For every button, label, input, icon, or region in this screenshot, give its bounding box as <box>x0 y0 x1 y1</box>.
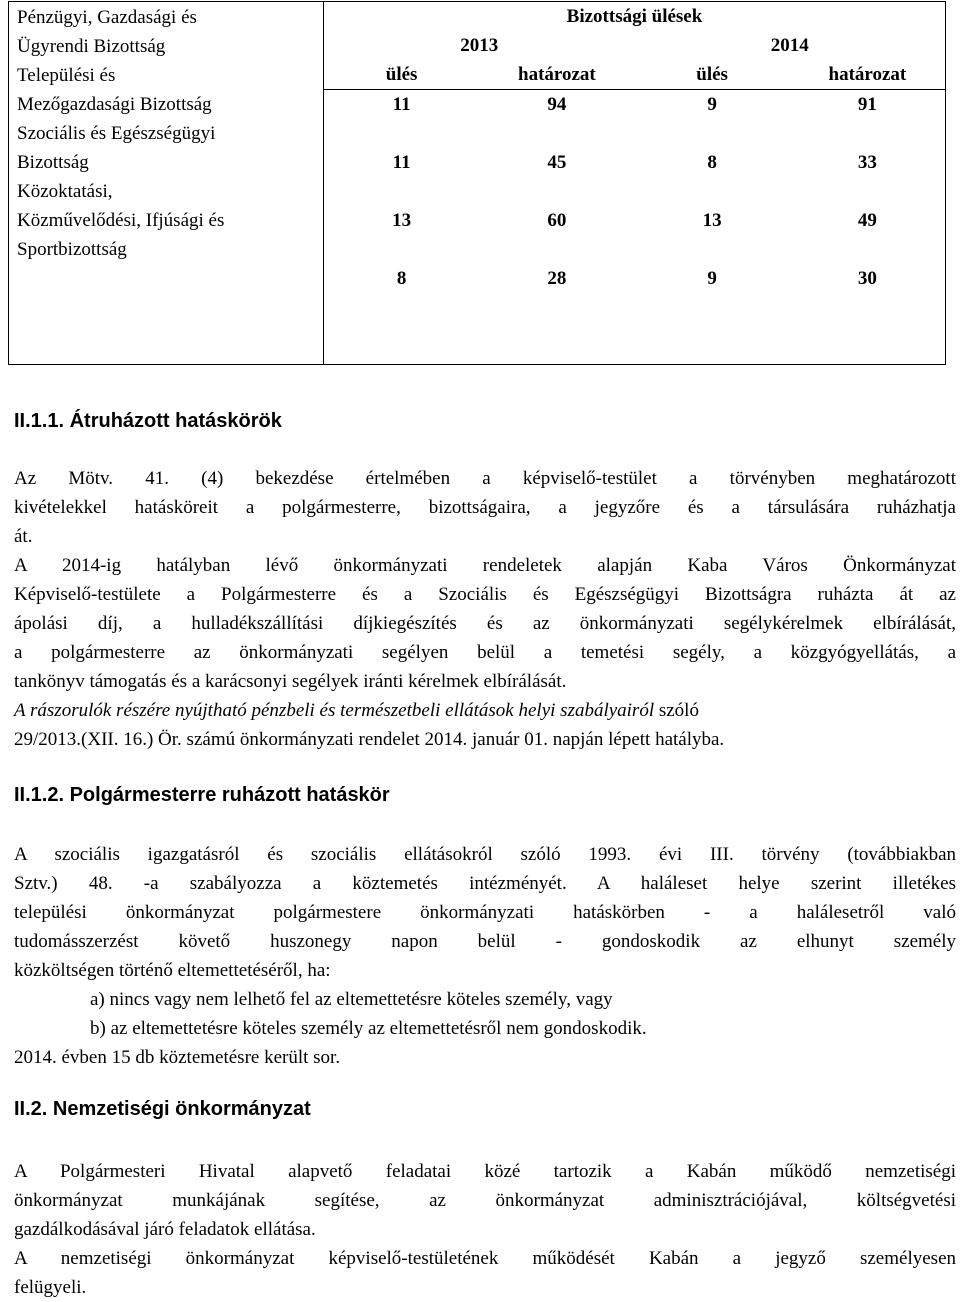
committee-name-line: Szociális és Egészségügyi <box>17 122 216 144</box>
year-2014: 2014 <box>770 35 809 56</box>
text-line: tankönyv támogatás és a karácsonyi segélyek iránti kérelmek elbírálását. <box>14 671 567 692</box>
text-line: Képviselő-testülete a Polgármesterre és a Szociális és Egészségügyi Bizottságra ruházta át az <box>14 584 956 605</box>
year-2013: 2013 <box>460 35 499 56</box>
subheader: ülés <box>385 64 418 85</box>
value: 11 <box>392 94 411 115</box>
table-row <box>324 264 945 364</box>
text-line: A szociális igazgatásról és szociális ellátásokról szóló 1993. évi III. törvény (továbbiakban <box>14 844 956 865</box>
text-line: közköltségen történő eltemettetéséről, ha: <box>14 960 331 981</box>
text-line: települési önkormányzat polgármestere önkormányzati hatáskörben - a halálesetről való <box>14 902 956 923</box>
committee-name-line: Mezőgazdasági Bizottság <box>17 93 212 115</box>
values-cell <box>324 90 946 365</box>
paragraph-public-burial <box>14 840 956 1072</box>
value: 45 <box>547 152 567 173</box>
table-header-cell <box>324 2 946 90</box>
text-line: át. <box>14 526 33 547</box>
table-row <box>324 90 945 148</box>
subheader: ülés <box>696 64 728 85</box>
list-item: b) az eltemettetésre köteles személy az eltemettetésről nem gondoskodik. <box>90 1018 647 1039</box>
value: 13 <box>392 210 412 231</box>
text-line: 2014. évben 15 db köztemetésre került sor. <box>14 1047 341 1068</box>
text-line: A Polgármesteri Hivatal alapvető feladatai közé tartozik a Kabán működő nemzetiségi <box>14 1161 956 1182</box>
text-fragment: szóló <box>654 700 699 721</box>
text-line: Az Mötv. 41. (4) bekezdése értelmében a képviselő-testület a törvényben meghatározott <box>14 468 956 489</box>
text-line: A nemzetiségi önkormányzat képviselő-testületének működését Kabán a jegyző személyesen <box>14 1248 956 1269</box>
value: 13 <box>702 210 722 231</box>
text-line: felügyeli. <box>14 1277 87 1298</box>
text-line: kivételekkel hatásköreit a polgármesterre, bizottságaira, a jegyzőre és a társulására ruházhatja <box>14 497 956 518</box>
value: 49 <box>857 210 877 231</box>
text-line: a polgármesterre az önkormányzati segélyen belül a temetési segély, a közgyógyellátás, a <box>14 642 956 663</box>
value: 91 <box>857 94 877 115</box>
paragraph-nationality-government <box>14 1157 956 1302</box>
text-line: A 2014-ig hatályban lévő önkormányzati rendeletek alapján Kaba Város Önkormányzat <box>14 555 956 576</box>
table-row <box>324 148 945 206</box>
subheader: határozat <box>518 64 596 85</box>
list-item: a) nincs vagy nem lelhető fel az eltemettetésre köteles személy, vagy <box>90 989 613 1010</box>
section-heading-2-2: II.2. Nemzetiségi önkormányzat <box>14 1098 311 1120</box>
value: 28 <box>547 268 567 289</box>
committee-name-line: Közoktatási, <box>17 180 113 202</box>
committee-name-line: Települési és <box>17 64 116 86</box>
text-line: önkormányzat munkájának segítése, az önkormányzat adminisztrációjával, költségvetési <box>14 1190 956 1211</box>
value: 8 <box>707 152 717 173</box>
committee-meetings-table <box>8 1 946 365</box>
committee-name-line: Sportbizottság <box>17 238 127 260</box>
table-row <box>324 206 945 264</box>
committee-name-line: Pénzügyi, Gazdasági és <box>17 6 197 28</box>
committee-name-line: Közművelődési, Ifjúsági és <box>17 209 225 231</box>
section-heading-1-1-1: II.1.1. Átruházott hatáskörök <box>14 410 282 432</box>
italic-title: A rászorulók részére nyújtható pénzbeli és természetbeli ellátások helyi szabályairól <box>14 700 655 721</box>
value: 33 <box>857 152 877 173</box>
text-line <box>14 696 956 725</box>
table-title: Bizottsági ülések <box>566 6 703 27</box>
committee-name-line: Ügyrendi Bizottság <box>17 35 166 57</box>
value: 8 <box>396 268 407 289</box>
committee-names-cell <box>9 6 324 365</box>
section-heading-1-1-2: II.1.2. Polgármesterre ruházott hatáskör <box>14 784 390 806</box>
text-line: ápolási díj, a hulladékszállítási díjkiegészítés és az önkormányzati segélykérelmek elbírálását, <box>14 613 956 634</box>
value: 94 <box>547 94 567 115</box>
table-body-row <box>9 90 946 365</box>
value: 11 <box>392 152 411 173</box>
paragraph-delegation <box>14 464 956 754</box>
text-line: 29/2013.(XII. 16.) Ör. számú önkormányzati rendelet 2014. január 01. napján lépett hatályba. <box>14 729 725 750</box>
text-line: Sztv.) 48. -a szabályozza a köztemetés intézményét. A haláleset helye szerint illetékes <box>14 873 956 894</box>
text-line: tudomásszerzést követő huszonegy napon belül - gondoskodik az elhunyt személy <box>14 931 956 952</box>
value: 9 <box>707 94 717 115</box>
committee-name-line: Bizottság <box>17 151 89 173</box>
value: 30 <box>857 268 877 289</box>
text-line: gazdálkodásával járó feladatok ellátása. <box>14 1219 316 1240</box>
value: 60 <box>547 210 567 231</box>
value: 9 <box>707 268 717 289</box>
subheader: határozat <box>828 64 907 85</box>
